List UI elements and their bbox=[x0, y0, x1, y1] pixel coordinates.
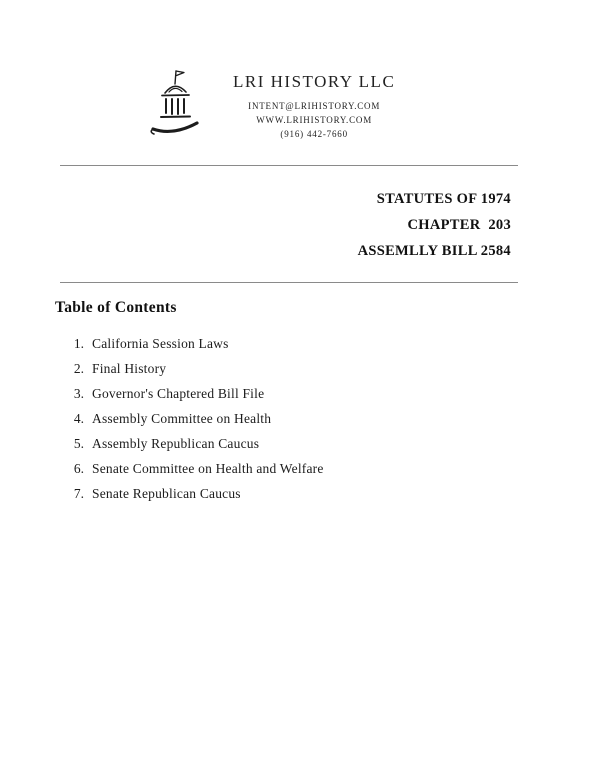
toc-item bbox=[68, 481, 600, 506]
toc-list bbox=[68, 331, 600, 506]
toc-item-label: Final History bbox=[92, 361, 167, 376]
letterhead-text bbox=[233, 66, 395, 141]
statute-chapter: CHAPTER 203 bbox=[407, 217, 511, 233]
capitol-sketch-logo-icon bbox=[145, 66, 207, 138]
company-phone: (916) 442-7660 bbox=[280, 129, 348, 139]
statute-bill: ASSEMLLY BILL 2584 bbox=[357, 243, 511, 259]
company-website: WWW.LRIHISTORY.COM bbox=[256, 115, 373, 125]
toc-item bbox=[68, 331, 600, 356]
toc-item-label: Senate Committee on Health and Welfare bbox=[92, 461, 324, 476]
toc-title: Table of Contents bbox=[55, 299, 177, 316]
company-name: LRI HISTORY LLC bbox=[233, 72, 396, 91]
statute-year: STATUTES OF 1974 bbox=[376, 191, 511, 207]
toc-item-number: 2. bbox=[73, 361, 84, 376]
toc-item-number: 6. bbox=[73, 461, 84, 476]
toc-item-number: 5. bbox=[73, 436, 84, 451]
toc-item-number: 1. bbox=[73, 336, 84, 351]
toc-item-label: Assembly Committee on Health bbox=[92, 411, 272, 426]
toc-item bbox=[68, 356, 600, 381]
toc-item bbox=[68, 456, 600, 481]
company-email: INTENT@LRIHISTORY.COM bbox=[248, 101, 381, 111]
toc-item-number: 7. bbox=[73, 486, 84, 501]
divider-bottom bbox=[60, 282, 518, 283]
table-of-contents bbox=[55, 299, 600, 506]
statute-reference-block bbox=[0, 186, 511, 264]
toc-item bbox=[68, 381, 600, 406]
toc-item-number: 4. bbox=[73, 411, 84, 426]
letterhead bbox=[145, 66, 600, 141]
toc-item-number: 3. bbox=[73, 386, 84, 401]
toc-item-label: Assembly Republican Caucus bbox=[92, 436, 260, 451]
toc-item-label: Governor's Chaptered Bill File bbox=[92, 386, 265, 401]
toc-item bbox=[68, 431, 600, 456]
toc-item-label: Senate Republican Caucus bbox=[92, 486, 241, 501]
toc-item-label: California Session Laws bbox=[92, 336, 229, 351]
toc-item bbox=[68, 406, 600, 431]
divider-top bbox=[60, 165, 518, 166]
